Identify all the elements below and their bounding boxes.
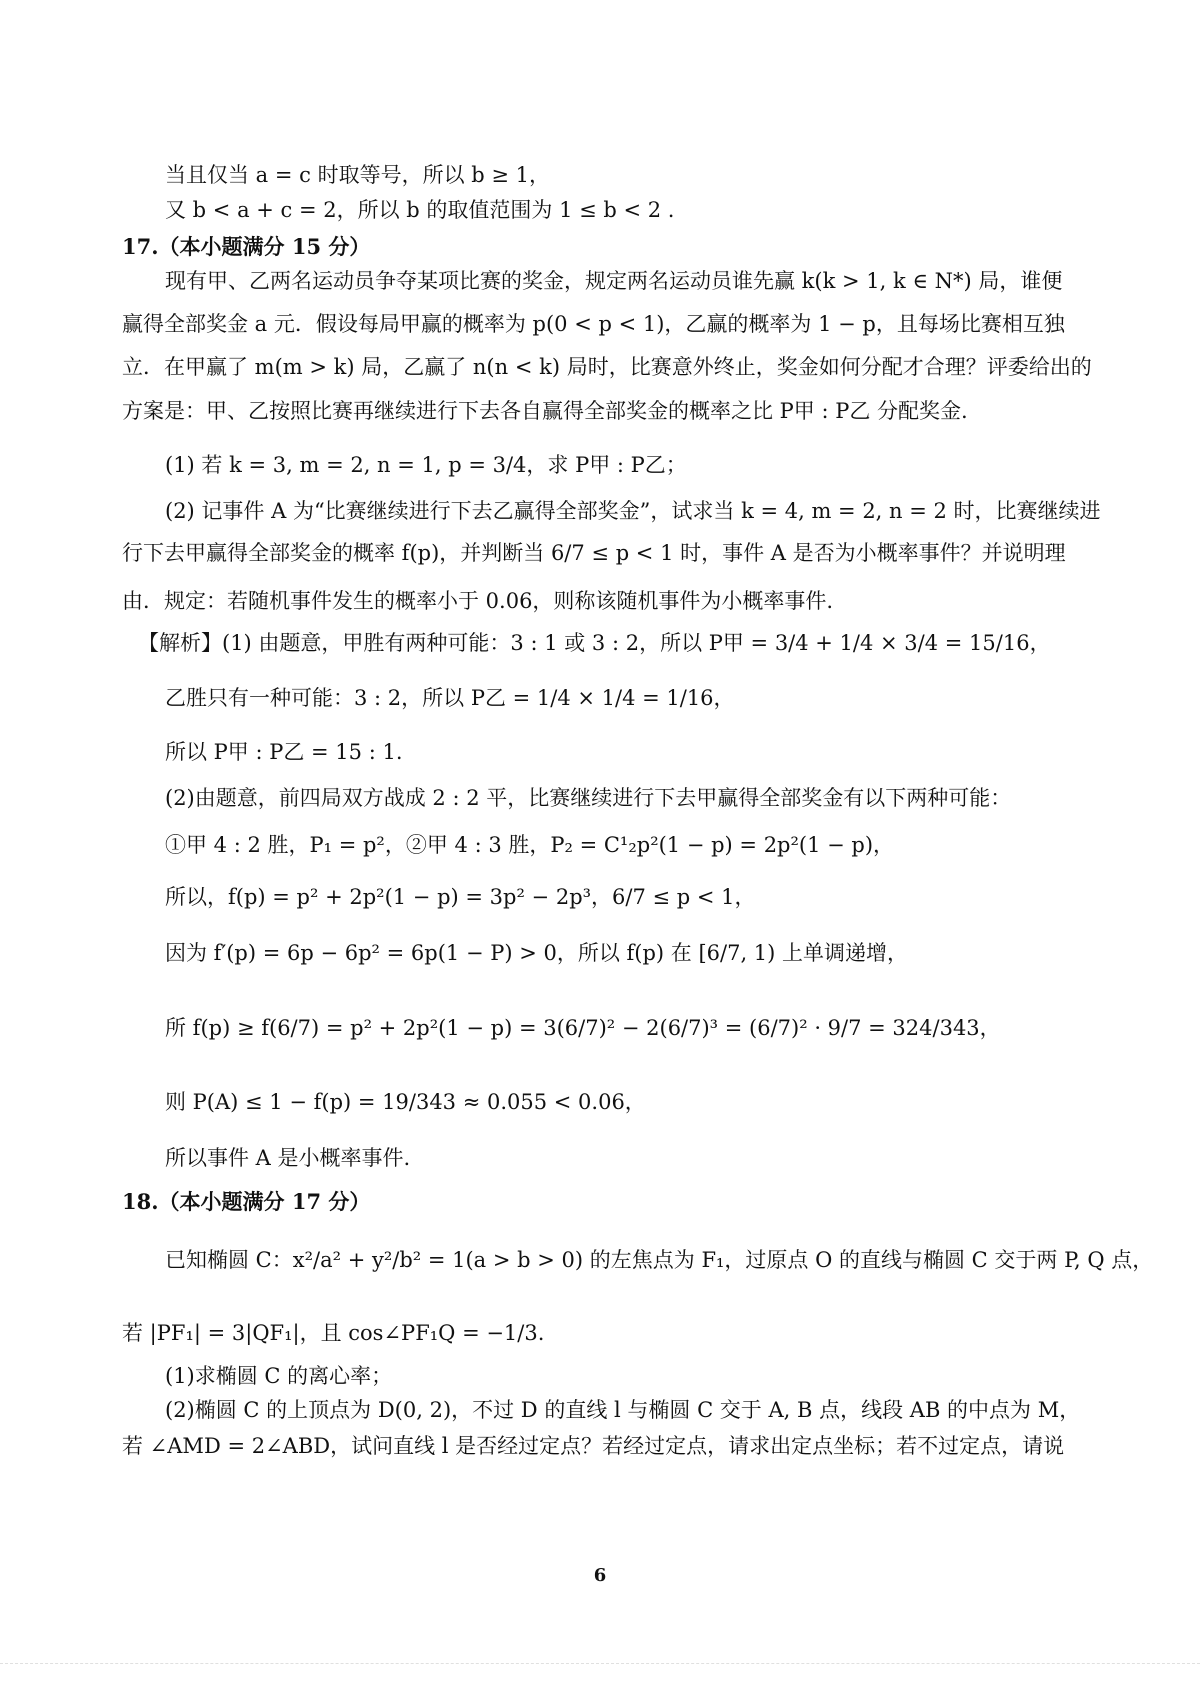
solution-label: 【解析】(1) 由题意，甲胜有两种可能：3 : 1 或 3 : 2，所以 P甲 = 3/4 + 1/4 × 3/4 = 15/16， [138,631,1051,655]
text-line: 已知椭圆 C：x²/a² + y²/b² = 1(a > b > 0) 的左焦点为 F₁，过原点 O 的直线与椭圆 C 交于两 P, Q 点， [165,1248,1154,1272]
text-line: 因为 f′(p) = 6p − 6p² = 6p(1 − P) > 0，所以 f(p) 在 [6/7, 1) 上单调递增， [165,941,909,965]
text-line: 所以事件 A 是小概率事件. [165,1146,411,1170]
text-line: 若 |PF₁| = 3|QF₁|，且 cos∠PF₁Q = −1/3. [122,1321,545,1345]
text-line: 现有甲、乙两名运动员争夺某项比赛的奖金，规定两名运动员谁先赢 k(k > 1, k ∈ N*) 局，谁便 [165,269,1063,293]
text-line: 所以，f(p) = p² + 2p²(1 − p) = 3p² − 2p³，6/7 ≤ p < 1， [165,885,756,909]
text-line: 若 ∠AMD = 2∠ABD，试问直线 l 是否经过定点？若经过定点，请求出定点坐标；若不过定点，请说 [122,1434,1065,1458]
text-line: 由．规定：若随机事件发生的概率小于 0.06，则称该随机事件为小概率事件. [122,589,834,613]
text-line: 当且仅当 a = c 时取等号，所以 b ≥ 1， [165,163,551,187]
footer-divider [0,1663,1200,1664]
text-line: (2)由题意，前四局双方战成 2 : 2 平，比赛继续进行下去甲赢得全部奖金有以下两种可能： [165,786,1012,810]
text-line: 乙胜只有一种可能：3 : 2，所以 P乙 = 1/4 × 1/4 = 1/16， [165,686,735,710]
text-line: 立．在甲赢了 m(m > k) 局，乙赢了 n(n < k) 局时，比赛意外终止，奖金如何分配才合理？评委给出的 [122,355,1092,379]
page-number: 6 [593,1565,607,1586]
text-line: (1) 若 k = 3, m = 2, n = 1, p = 3/4，求 P甲 : P乙； [165,453,687,477]
text-line: (2) 记事件 A 为“比赛继续进行下去乙赢得全部奖金”，试求当 k = 4, m = 2, n = 2 时，比赛继续进 [165,499,1101,523]
question-18-heading: 18.（本小题满分 17 分） [122,1189,371,1214]
question-17-heading: 17.（本小题满分 15 分） [122,234,371,259]
text-line: (2)椭圆 C 的上顶点为 D(0, 2)，不过 D 的直线 l 与椭圆 C 交于 A, B 点，线段 AB 的中点为 M， [165,1398,1081,1422]
text-line: 行下去甲赢得全部奖金的概率 f(p)，并判断当 6/7 ≤ p < 1 时，事件 A 是否为小概率事件？并说明理 [122,541,1066,565]
text-line: (1)求椭圆 C 的离心率； [165,1364,393,1388]
text-line: 所以 P甲 : P乙 = 15 : 1. [165,740,403,764]
text-line: 方案是：甲、乙按照比赛再继续进行下去各自赢得全部奖金的概率之比 P甲 : P乙 分配奖金. [122,399,968,423]
text-line: 赢得全部奖金 a 元．假设每局甲赢的概率为 p(0 < p < 1)，乙赢的概率为 1 − p，且每场比赛相互独 [122,312,1065,336]
text-line: ①甲 4 : 2 胜，P₁ = p²，②甲 4 : 3 胜，P₂ = C¹₂p²(1 − p) = 2p²(1 − p)， [165,833,895,857]
text-line: 所 f(p) ≥ f(6/7) = p² + 2p²(1 − p) = 3(6/7)² − 2(6/7)³ = (6/7)² · 9/7 = 324/343， [165,1016,1001,1040]
text-line: 又 b < a + c = 2，所以 b 的取值范围为 1 ≤ b < 2 . [165,198,675,222]
text-line: 则 P(A) ≤ 1 − f(p) = 19/343 ≈ 0.055 < 0.06， [165,1090,646,1114]
